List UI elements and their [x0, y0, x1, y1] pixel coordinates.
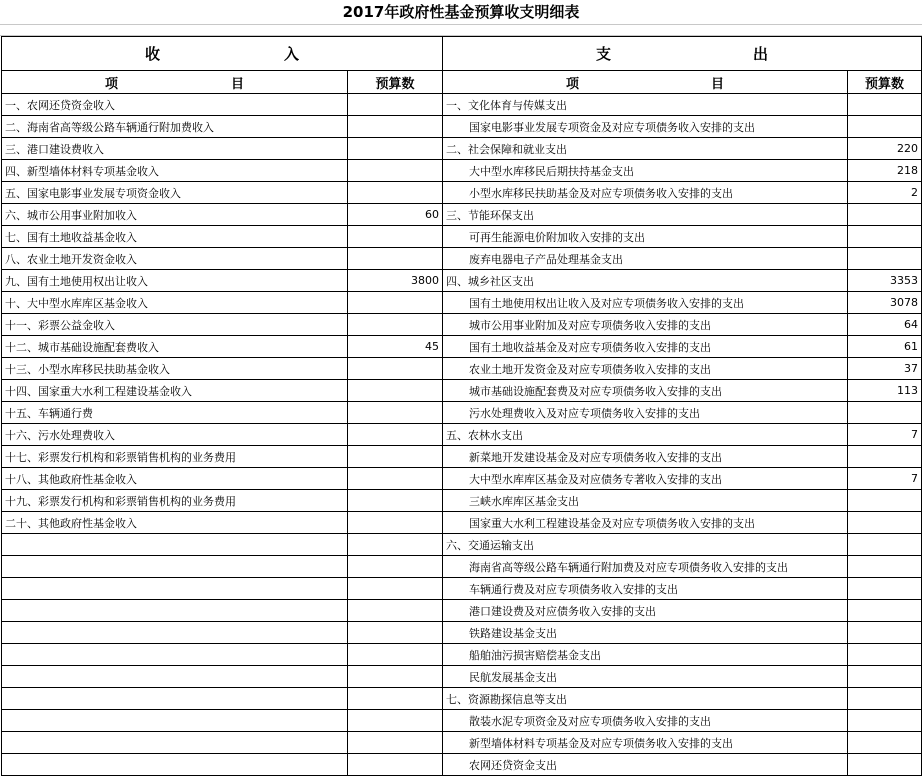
expense-amount-cell: [848, 578, 922, 600]
income-item-cell: 十一、彩票公益金收入: [2, 314, 348, 336]
income-item-cell: [2, 556, 348, 578]
income-item-header-char-2: 目: [230, 76, 244, 92]
expense-header-char-1: 支: [596, 45, 612, 63]
income-item-cell: 十二、城市基础设施配套费收入: [2, 336, 348, 358]
table-row: [2, 248, 922, 270]
table-row: [2, 688, 922, 710]
income-amount-cell: 45: [348, 336, 443, 358]
expense-amount-cell: 3353: [848, 270, 922, 292]
expense-amount-cell: [848, 556, 922, 578]
page-title: 2017年政府性基金预算收支明细表: [0, 0, 922, 25]
income-amount-cell: [348, 644, 443, 666]
expense-amount-cell: 2: [848, 182, 922, 204]
expense-item-cell: 民航发展基金支出: [443, 666, 848, 688]
expense-item-cell: 农业土地开发资金及对应专项债务收入安排的支出: [443, 358, 848, 380]
income-amount-cell: [348, 380, 443, 402]
income-item-cell: 二、海南省高等级公路车辆通行附加费收入: [2, 116, 348, 138]
expense-amount-cell: [848, 94, 922, 116]
expense-amount-cell: [848, 534, 922, 556]
table-row: [2, 402, 922, 424]
income-item-cell: [2, 600, 348, 622]
budget-table: [1, 36, 922, 776]
expense-amount-cell: [848, 446, 922, 468]
table-row: [2, 204, 922, 226]
income-amount-cell: [348, 490, 443, 512]
expense-amount-cell: 218: [848, 160, 922, 182]
expense-amount-cell: [848, 688, 922, 710]
income-item-cell: 十、大中型水库库区基金收入: [2, 292, 348, 314]
expense-item-cell: 七、资源勘探信息等支出: [443, 688, 848, 710]
table-row: [2, 666, 922, 688]
income-amount-cell: [348, 424, 443, 446]
table-row: [2, 336, 922, 358]
income-amount-cell: [348, 446, 443, 468]
income-item-cell: 八、农业土地开发资金收入: [2, 248, 348, 270]
income-item-cell: 十八、其他政府性基金收入: [2, 468, 348, 490]
expense-item-cell: 农网还贷资金支出: [443, 754, 848, 776]
expense-item-header: [443, 71, 848, 94]
expense-amount-cell: [848, 204, 922, 226]
expense-item-cell: 小型水库移民扶助基金及对应专项债务收入安排的支出: [443, 182, 848, 204]
expense-amount-cell: 3078: [848, 292, 922, 314]
table-row: [2, 556, 922, 578]
table-row: [2, 622, 922, 644]
income-item-cell: 十四、国家重大水利工程建设基金收入: [2, 380, 348, 402]
table-row: [2, 732, 922, 754]
expense-item-cell: 铁路建设基金支出: [443, 622, 848, 644]
expense-header-char-2: 出: [752, 45, 768, 63]
expense-item-cell: 船舶油污损害赔偿基金支出: [443, 644, 848, 666]
expense-item-cell: 六、交通运输支出: [443, 534, 848, 556]
expense-item-cell: 新菜地开发建设基金及对应专项债务收入安排的支出: [443, 446, 848, 468]
budget-table-body: [2, 37, 922, 776]
table-row: [2, 644, 922, 666]
table-row: [2, 292, 922, 314]
expense-item-cell: 三峡水库库区基金支出: [443, 490, 848, 512]
income-item-cell: 一、农网还贷资金收入: [2, 94, 348, 116]
income-header-char-2: 入: [283, 45, 299, 63]
section-header-row: [2, 37, 922, 71]
expense-item-header-char-1: 项: [566, 76, 580, 92]
expense-amount-cell: [848, 710, 922, 732]
income-item-cell: 十五、车辆通行费: [2, 402, 348, 424]
income-item-cell: [2, 534, 348, 556]
income-item-cell: 十七、彩票发行机构和彩票销售机构的业务费用: [2, 446, 348, 468]
expense-amount-cell: 37: [848, 358, 922, 380]
expense-amount-cell: [848, 732, 922, 754]
table-row: [2, 512, 922, 534]
income-item-cell: [2, 644, 348, 666]
expense-amount-cell: [848, 116, 922, 138]
expense-item-cell: 可再生能源电价附加收入安排的支出: [443, 226, 848, 248]
table-row: [2, 578, 922, 600]
income-amount-cell: [348, 688, 443, 710]
header-spacer: [0, 25, 922, 36]
expense-amount-cell: [848, 644, 922, 666]
income-amount-cell: [348, 666, 443, 688]
expense-amount-cell: [848, 666, 922, 688]
column-header-row: [2, 71, 922, 94]
income-amount-cell: 3800: [348, 270, 443, 292]
income-item-header: [2, 71, 348, 94]
income-amount-cell: [348, 622, 443, 644]
table-row: [2, 468, 922, 490]
expense-item-cell: 港口建设费及对应债务收入安排的支出: [443, 600, 848, 622]
income-item-cell: 二十、其他政府性基金收入: [2, 512, 348, 534]
income-amount-cell: [348, 94, 443, 116]
expense-amount-cell: [848, 622, 922, 644]
income-amount-cell: [348, 754, 443, 776]
income-item-cell: 七、国有土地收益基金收入: [2, 226, 348, 248]
expense-amount-cell: [848, 600, 922, 622]
income-item-cell: 九、国有土地使用权出让收入: [2, 270, 348, 292]
income-item-cell: [2, 578, 348, 600]
expense-amount-cell: 7: [848, 468, 922, 490]
expense-amount-cell: 7: [848, 424, 922, 446]
table-row: [2, 490, 922, 512]
income-item-cell: [2, 622, 348, 644]
income-amount-cell: [348, 468, 443, 490]
income-section-header: [2, 37, 443, 71]
expense-amount-cell: 61: [848, 336, 922, 358]
income-item-cell: [2, 754, 348, 776]
income-item-cell: 十九、彩票发行机构和彩票销售机构的业务费用: [2, 490, 348, 512]
income-amount-cell: [348, 600, 443, 622]
expense-item-cell: 大中型水库库区基金及对应债务专著收入安排的支出: [443, 468, 848, 490]
expense-amount-cell: 220: [848, 138, 922, 160]
income-amount-cell: [348, 138, 443, 160]
expense-amount-cell: [848, 490, 922, 512]
income-amount-cell: 60: [348, 204, 443, 226]
table-row: [2, 534, 922, 556]
income-item-cell: 三、港口建设费收入: [2, 138, 348, 160]
income-item-cell: [2, 688, 348, 710]
income-amount-cell: [348, 402, 443, 424]
income-amount-cell: [348, 292, 443, 314]
income-item-cell: [2, 666, 348, 688]
expense-item-cell: 四、城乡社区支出: [443, 270, 848, 292]
income-item-cell: 六、城市公用事业附加收入: [2, 204, 348, 226]
expense-item-cell: 大中型水库移民后期扶持基金支出: [443, 160, 848, 182]
table-row: [2, 94, 922, 116]
income-budget-header: 预算数: [348, 71, 443, 94]
expense-item-cell: 车辆通行费及对应专项债务收入安排的支出: [443, 578, 848, 600]
income-amount-cell: [348, 182, 443, 204]
expense-item-cell: 二、社会保障和就业支出: [443, 138, 848, 160]
table-row: [2, 138, 922, 160]
expense-item-cell: 海南省高等级公路车辆通行附加费及对应专项债务收入安排的支出: [443, 556, 848, 578]
income-amount-cell: [348, 732, 443, 754]
table-row: [2, 160, 922, 182]
expense-amount-cell: [848, 512, 922, 534]
table-row: [2, 226, 922, 248]
expense-amount-cell: [848, 402, 922, 424]
income-amount-cell: [348, 578, 443, 600]
income-item-cell: 五、国家电影事业发展专项资金收入: [2, 182, 348, 204]
table-row: [2, 116, 922, 138]
income-amount-cell: [348, 226, 443, 248]
table-row: [2, 182, 922, 204]
table-row: [2, 358, 922, 380]
table-row: [2, 314, 922, 336]
expense-item-cell: 一、文化体育与传媒支出: [443, 94, 848, 116]
income-amount-cell: [348, 358, 443, 380]
expense-item-cell: 城市基础设施配套费及对应专项债务收入安排的支出: [443, 380, 848, 402]
income-item-cell: [2, 710, 348, 732]
expense-amount-cell: 64: [848, 314, 922, 336]
income-header-char-1: 收: [145, 45, 161, 63]
income-item-cell: 十三、小型水库移民扶助基金收入: [2, 358, 348, 380]
expense-amount-cell: [848, 754, 922, 776]
expense-item-cell: 废弃电器电子产品处理基金支出: [443, 248, 848, 270]
expense-item-cell: 城市公用事业附加及对应专项债务收入安排的支出: [443, 314, 848, 336]
expense-amount-cell: 113: [848, 380, 922, 402]
table-row: [2, 424, 922, 446]
income-item-cell: 四、新型墙体材料专项基金收入: [2, 160, 348, 182]
income-amount-cell: [348, 248, 443, 270]
expense-section-header: [443, 37, 922, 71]
income-amount-cell: [348, 534, 443, 556]
table-row: [2, 446, 922, 468]
expense-item-cell: 国家重大水利工程建设基金及对应专项债务收入安排的支出: [443, 512, 848, 534]
income-amount-cell: [348, 314, 443, 336]
table-row: [2, 380, 922, 402]
expense-item-cell: 国有土地使用权出让收入及对应专项债务收入安排的支出: [443, 292, 848, 314]
expense-item-cell: 三、节能环保支出: [443, 204, 848, 226]
expense-item-cell: 新型墙体材料专项基金及对应专项债务收入安排的支出: [443, 732, 848, 754]
expense-item-cell: 污水处理费收入及对应专项债务收入安排的支出: [443, 402, 848, 424]
table-row: [2, 270, 922, 292]
income-amount-cell: [348, 710, 443, 732]
income-amount-cell: [348, 556, 443, 578]
income-item-header-char-1: 项: [105, 76, 119, 92]
expense-item-cell: 国家电影事业发展专项资金及对应专项债务收入安排的支出: [443, 116, 848, 138]
expense-amount-cell: [848, 248, 922, 270]
income-amount-cell: [348, 512, 443, 534]
expense-amount-cell: [848, 226, 922, 248]
table-row: [2, 754, 922, 776]
income-amount-cell: [348, 116, 443, 138]
income-amount-cell: [348, 160, 443, 182]
expense-item-cell: 五、农林水支出: [443, 424, 848, 446]
income-item-cell: [2, 732, 348, 754]
expense-budget-header: 预算数: [848, 71, 922, 94]
expense-item-cell: 国有土地收益基金及对应专项债务收入安排的支出: [443, 336, 848, 358]
expense-item-header-char-2: 目: [710, 76, 724, 92]
expense-item-cell: 散装水泥专项资金及对应专项债务收入安排的支出: [443, 710, 848, 732]
income-item-cell: 十六、污水处理费收入: [2, 424, 348, 446]
table-row: [2, 600, 922, 622]
table-row: [2, 710, 922, 732]
